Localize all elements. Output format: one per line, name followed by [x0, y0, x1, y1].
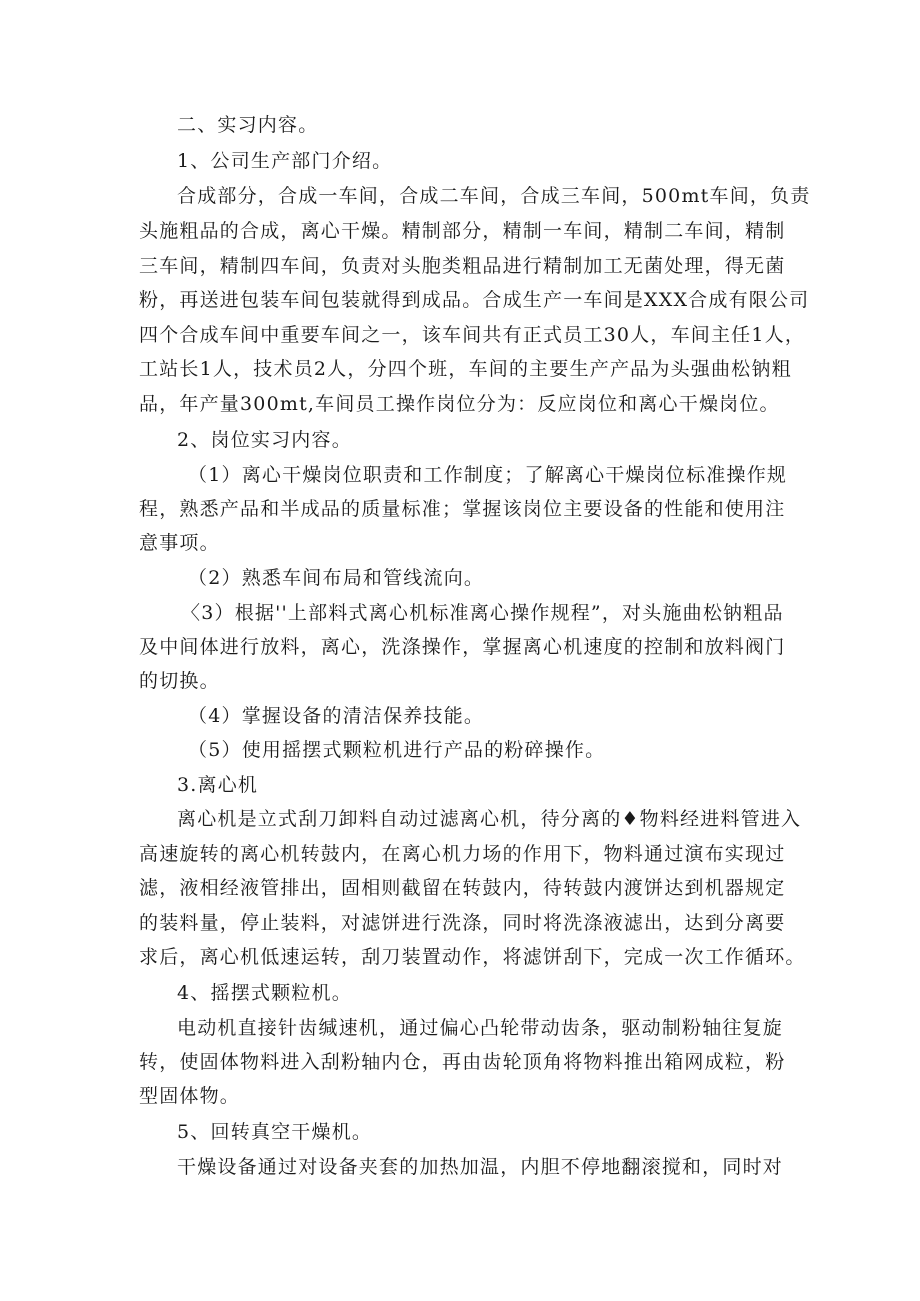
- paragraph-line: 滤，液相经液管排出，固相则截留在转鼓内，待转鼓内渡饼达到机器规定: [139, 877, 786, 899]
- paragraph-line: 程，熟悉产品和半成品的质量标准；掌握该岗位主要设备的性能和使用注: [139, 498, 786, 520]
- paragraph-line: 高速旋转的离心机转鼓内，在离心机力场的作用下，物料通过演布实现过: [139, 843, 786, 865]
- paragraph-line: 离心机是立式刮刀卸料自动过滤离心机，待分离的♦物料经进料管进入: [177, 808, 802, 830]
- section-heading: 二、实习内容。: [177, 114, 319, 136]
- paragraph-line: 四个合成车间中重要车间之一，该车间共有正式员工30人，车间主任1人，: [139, 324, 806, 346]
- paragraph-line: （2）熟悉车间布局和管线流向。: [188, 567, 485, 589]
- paragraph-line: 头施粗品的合成，离心干燥。精制部分，精制一车间，精制二车间，精制: [139, 220, 786, 242]
- paragraph-line: （1）离心干燥岗位职责和工作制度；了解离心干燥岗位标准操作规: [188, 464, 788, 486]
- subsection-heading: 5、回转真空干燥机。: [177, 1121, 373, 1143]
- paragraph-line: 粉，再送进包装车间包装就得到成品。合成生产一车间是XXX合成有限公司: [139, 289, 810, 311]
- subsection-heading: 1、公司生产部门介绍。: [177, 150, 393, 172]
- paragraph-line: 三车间，精制四车间，负责对头胞类粗品进行精制加工无菌处理，得无菌: [139, 255, 786, 277]
- paragraph-line: 工站长1人，技术员2人，分四个班，车间的主要生产产品为头强曲松钠粗: [139, 358, 792, 380]
- paragraph-line: 合成部分，合成一车间，合成二车间，合成三车间，500mt车间，负责: [177, 185, 811, 207]
- paragraph-line: 电动机直接针齿缄速机，通过偏心凸轮带动齿条，驱动制粉轴往复旋: [177, 1017, 784, 1039]
- paragraph-line: 的装料量，停止装料，对滤饼进行洗涤，同时将洗涤液滤出，达到分离要: [139, 912, 786, 934]
- paragraph-line: 〈3）根据''上部料式离心机标准离心操作规程”，对头施曲松钠粗品: [181, 602, 784, 624]
- paragraph-line: 干燥设备通过对设备夹套的加热加温，内胆不停地翻滚搅和，同时对: [177, 1156, 784, 1178]
- subsection-heading: 4、摇摆式颗粒机。: [177, 982, 352, 1004]
- paragraph-line: 意事项。: [139, 532, 220, 554]
- paragraph-line: 及中间体进行放料，离心，洗涤操作，掌握离心机速度的控制和放料阀门: [139, 636, 786, 658]
- paragraph-line: 的切换。: [139, 670, 220, 692]
- paragraph-line: （5）使用摇摆式颗粒机进行产品的粉碎操作。: [188, 739, 606, 761]
- subsection-heading: 3.离心机: [177, 774, 259, 796]
- paragraph-line: 型固体物。: [139, 1085, 241, 1107]
- subsection-heading: 2、岗位实习内容。: [177, 429, 352, 451]
- paragraph-line: （4）掌握设备的清洁保养技能。: [188, 705, 485, 727]
- paragraph-line: 品，年产量300mt,车间员工操作岗位分为：反应岗位和离心干燥岗位。: [139, 393, 780, 415]
- paragraph-line: 转，使固体物料进入刮粉轴内仓，再由齿轮顶角将物料推出箱网成粒，粉: [139, 1051, 786, 1073]
- paragraph-line: 求后，离心机低速运转，刮刀装置动作，将滤饼刮下，完成一次工作循环。: [139, 946, 806, 968]
